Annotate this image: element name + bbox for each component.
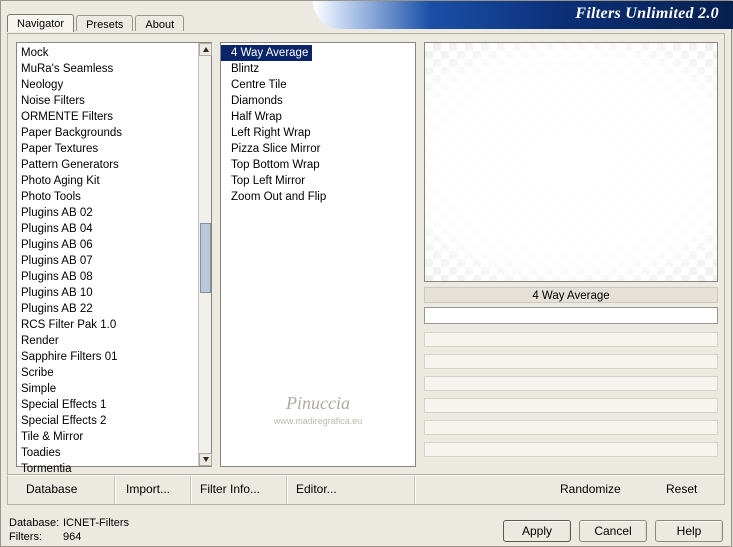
list-item[interactable]: Noise Filters	[21, 95, 85, 107]
list-item[interactable]: Top Bottom Wrap	[231, 159, 320, 171]
parameter-row-5[interactable]	[424, 398, 718, 413]
scrollbar-thumb[interactable]	[200, 223, 211, 293]
reset-button[interactable]: Reset	[666, 482, 698, 496]
watermark-name: Pinuccia	[286, 393, 350, 413]
database-button[interactable]: Database	[26, 482, 78, 496]
action-toolbar	[7, 475, 725, 505]
filters-value: 964	[63, 531, 82, 543]
watermark-url: www.madiregrafica.eu	[273, 416, 363, 426]
parameter-row-6[interactable]	[424, 420, 718, 435]
preview-filter-name: 4 Way Average	[424, 287, 718, 303]
list-item[interactable]: Paper Textures	[21, 143, 99, 155]
list-item[interactable]: Zoom Out and Flip	[231, 191, 327, 203]
filter-list-items	[221, 43, 415, 466]
list-item[interactable]: Scribe	[21, 367, 54, 379]
scroll-down-arrow-icon[interactable]	[199, 453, 212, 466]
list-item[interactable]: ORMENTE Filters	[21, 111, 113, 123]
list-item[interactable]: Plugins AB 02	[21, 207, 93, 219]
list-item[interactable]: Sapphire Filters 01	[21, 351, 118, 363]
tab-about[interactable]: About	[135, 15, 184, 31]
toolbar-separator	[414, 476, 416, 504]
list-item[interactable]: RCS Filter Pak 1.0	[21, 319, 117, 331]
list-item-wrap	[221, 45, 415, 61]
tab-presets[interactable]: Presets	[76, 15, 133, 31]
list-item[interactable]: Plugins AB 06	[21, 239, 93, 251]
list-item[interactable]: Half Wrap	[231, 111, 282, 123]
database-value: ICNET-Filters	[63, 517, 129, 529]
list-item-selected[interactable]: 4 Way Average	[221, 45, 312, 61]
randomize-button[interactable]: Randomize	[560, 482, 621, 496]
toolbar-separator	[114, 476, 116, 504]
list-item[interactable]: Render	[21, 335, 59, 347]
window-title: Filters Unlimited 2.0	[575, 5, 719, 22]
list-item[interactable]: Mock	[21, 47, 49, 59]
list-item[interactable]: Neology	[21, 79, 64, 91]
toolbar-separator	[190, 476, 192, 504]
list-item[interactable]: Blintz	[231, 63, 260, 75]
parameter-row-7[interactable]	[424, 442, 718, 457]
list-item[interactable]: Plugins AB 08	[21, 271, 93, 283]
list-item[interactable]: Photo Aging Kit	[21, 175, 100, 187]
filter-list[interactable]	[220, 42, 416, 467]
list-item[interactable]: Pizza Slice Mirror	[231, 143, 321, 155]
preview-glow-overlay	[425, 43, 717, 281]
list-item[interactable]: Top Left Mirror	[231, 175, 306, 187]
scroll-up-arrow-icon[interactable]	[199, 43, 212, 56]
list-item[interactable]: Toadies	[21, 447, 61, 459]
status-bar	[1, 509, 731, 546]
parameter-row-2[interactable]	[424, 332, 718, 347]
parameter-row-3[interactable]	[424, 354, 718, 369]
tab-bar	[7, 15, 186, 33]
filter-info-button[interactable]: Filter Info...	[200, 482, 261, 496]
list-item[interactable]: Tormentia	[21, 463, 72, 475]
list-item[interactable]: Diamonds	[231, 95, 283, 107]
database-label: Database:	[9, 517, 60, 529]
tab-navigator[interactable]: Navigator	[7, 14, 74, 32]
preview-area	[424, 42, 718, 467]
filters-label: Filters:	[9, 531, 42, 543]
help-button[interactable]: Help	[655, 520, 723, 542]
list-item[interactable]: Tile & Mirror	[21, 431, 84, 443]
import-button[interactable]: Import...	[126, 482, 171, 496]
navigator-scrollbar[interactable]	[198, 43, 211, 466]
editor-button[interactable]: Editor...	[296, 482, 337, 496]
list-item[interactable]: Special Effects 1	[21, 399, 107, 411]
toolbar-separator	[286, 476, 288, 504]
list-item[interactable]: Paper Backgrounds	[21, 127, 123, 139]
list-item[interactable]: Left Right Wrap	[231, 127, 311, 139]
cancel-button[interactable]: Cancel	[579, 520, 647, 542]
list-item[interactable]: Plugins AB 10	[21, 287, 93, 299]
list-item[interactable]: Plugins AB 07	[21, 255, 93, 267]
list-item[interactable]: Pattern Generators	[21, 159, 119, 171]
navigator-list-items	[17, 43, 198, 475]
list-item[interactable]: Plugins AB 22	[21, 303, 93, 315]
list-item[interactable]: Special Effects 2	[21, 415, 107, 427]
parameter-row-1[interactable]	[424, 307, 718, 324]
list-item[interactable]: Simple	[21, 383, 57, 395]
list-item[interactable]: Photo Tools	[21, 191, 81, 203]
preview-image[interactable]	[424, 42, 718, 282]
apply-button[interactable]: Apply	[503, 520, 571, 542]
parameter-row-4[interactable]	[424, 376, 718, 391]
list-item[interactable]: Centre Tile	[231, 79, 287, 91]
list-item[interactable]: MuRa's Seamless	[21, 63, 114, 75]
main-panel	[7, 33, 725, 475]
navigator-category-list[interactable]	[16, 42, 212, 475]
list-item[interactable]: Plugins AB 04	[21, 223, 93, 235]
